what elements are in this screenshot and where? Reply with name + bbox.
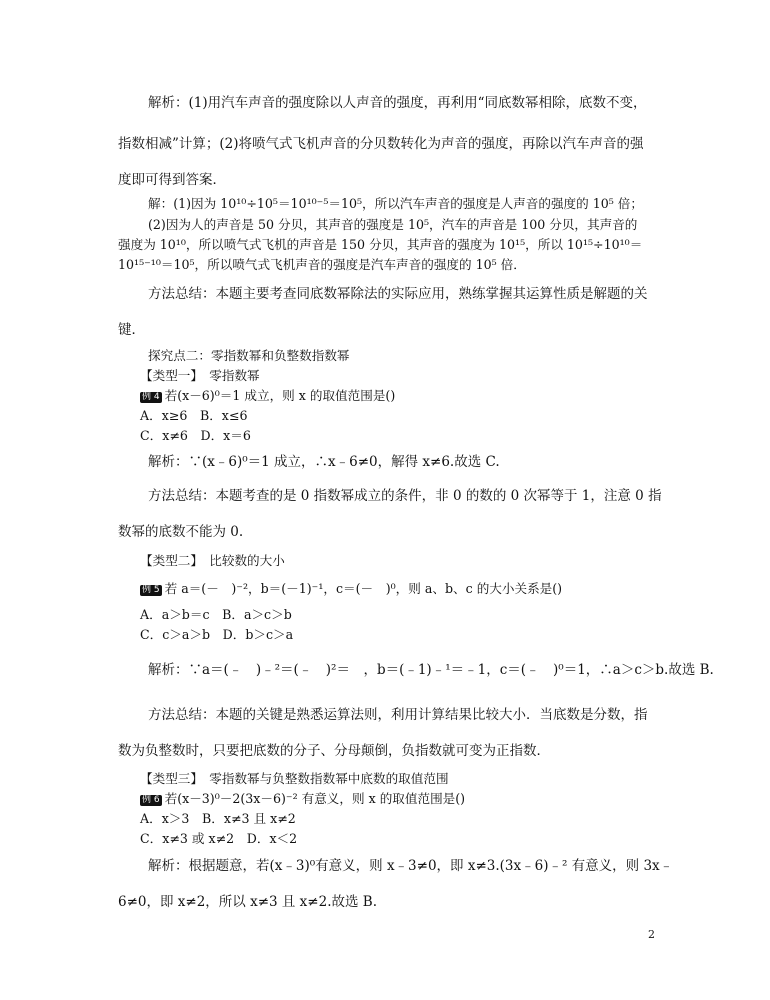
line-text: 数为负整数时，只要把底数的分子、分母颠倒，负指数就可变为正指数． (118, 743, 550, 759)
line-text: 解析：(1)用汽车声音的强度除以人声音的强度，再利用“同底数幂相除，底数不变， (148, 95, 647, 111)
line-text: 10¹⁵⁻¹⁰＝10⁵，所以喷气式飞机声音的强度是汽车声音的强度的 10⁵ 倍． (118, 257, 526, 272)
line-text: 解析：根据题意，若(x﹣3)⁰有意义，则 x﹣3≠0，即 x≠3.(3x﹣6)﹣² 有意义，则 3x﹣ (148, 858, 674, 874)
line-text: 数幂的底数不能为 0. (118, 524, 244, 540)
line-text: C．c＞a＞b D．b＞c＞a (140, 627, 294, 642)
text-line (148, 95, 647, 111)
page-number: 2 (648, 928, 655, 941)
line-text: C．x≠6 D．x＝6 (140, 428, 251, 443)
line-text: 6≠0，即 x≠2，所以 x≠3 且 x≠2.故选 B. (118, 894, 377, 910)
text-line (140, 408, 247, 424)
text-line (140, 771, 449, 787)
text-line (118, 894, 377, 910)
text-line (140, 811, 296, 827)
line-text: 方法总结：本题的关键是熟悉运算法则，利用计算结果比较大小．当底数是分数，指 (148, 707, 648, 723)
text-line (140, 553, 285, 569)
line-text: 指数相减”计算；(2)将喷气式飞机声音的分贝数转化为声音的强度，再除以汽车声音的强 (118, 136, 644, 152)
text-line (140, 831, 297, 847)
text-line (140, 581, 562, 597)
line-text: 【类型一】 零指数幂 (140, 368, 260, 383)
line-text: 解析：∵a＝(﹣ )﹣²＝(﹣ )²＝ ，b＝(﹣1)﹣¹＝﹣1，c＝(﹣ )⁰＝1，∴a＞c＞b.故选 B. (148, 662, 714, 678)
text-line (118, 743, 550, 759)
line-text: A．x＞3 B．x≠3 且 x≠2 (140, 811, 296, 826)
line-text: A．a＞b＝c B．a＞c＞b (140, 607, 292, 622)
text-line (148, 662, 714, 678)
text-line (118, 257, 526, 273)
text-line (140, 388, 395, 404)
text-line (118, 172, 226, 188)
text-line (148, 196, 643, 212)
text-line (118, 136, 644, 152)
text-line (148, 348, 350, 364)
example-tag: 例 5 (142, 585, 160, 595)
example-tag: 例 6 (142, 795, 160, 805)
text-line (148, 217, 637, 233)
line-text: 【类型三】 零指数幂与负整数指数幂中底数的取值范围 (140, 771, 449, 786)
line-text: 若(x－3)⁰－2(3x－6)⁻² 有意义，则 x 的取值范围是() (164, 791, 466, 806)
line-text: 【类型二】 比较数的大小 (140, 553, 285, 568)
line-text: 强度为 10¹⁰，所以喷气式飞机的声音是 150 分贝，其声音的强度为 10¹⁵，所以 10¹⁵÷10¹⁰＝ (118, 237, 643, 252)
line-text: 度即可得到答案． (118, 172, 226, 188)
text-line (148, 454, 500, 470)
line-text: 键． (118, 322, 145, 338)
line-text: 方法总结：本题主要考查同底数幂除法的实际应用，熟练掌握其运算性质是解题的关 (148, 286, 648, 302)
line-text: A．x≥6 B．x≤6 (140, 408, 248, 423)
text-line (148, 707, 648, 723)
text-line (148, 488, 662, 504)
text-line (140, 627, 293, 643)
line-text: 方法总结：本题考查的是 0 指数幂成立的条件，非 0 的数的 0 次幂等于 1，注意 0 指 (148, 488, 662, 504)
line-text: 解析：∵(x﹣6)⁰＝1 成立，∴x﹣6≠0，解得 x≠6.故选 C. (148, 454, 500, 470)
text-line (148, 858, 673, 874)
text-line (118, 237, 642, 253)
line-text: (2)因为人的声音是 50 分贝，其声音的强度是 10⁵，汽车的声音是 100 分贝，其声音的 (148, 217, 638, 232)
text-line (140, 791, 465, 807)
line-text: 若 a＝(－ )⁻²，b＝(－1)⁻¹，c＝(－ )⁰，则 a、b、c 的大小关系是() (164, 581, 563, 596)
line-text: C．x≠3 或 x≠2 D．x＜2 (140, 831, 298, 846)
line-text: 若(x－6)⁰＝1 成立，则 x 的取值范围是() (164, 388, 396, 403)
text-line (148, 286, 648, 302)
text-line (140, 428, 251, 444)
line-text: 解：(1)因为 10¹⁰÷10⁵＝10¹⁰⁻⁵＝10⁵，所以汽车声音的强度是人声音的强度的 10⁵ 倍； (148, 196, 643, 211)
text-line (118, 322, 145, 338)
example-tag: 例 4 (142, 392, 160, 402)
line-text: 探究点二：零指数幂和负整数指数幂 (148, 348, 350, 363)
text-line (118, 524, 243, 540)
text-line (140, 368, 260, 384)
text-line (140, 607, 292, 623)
